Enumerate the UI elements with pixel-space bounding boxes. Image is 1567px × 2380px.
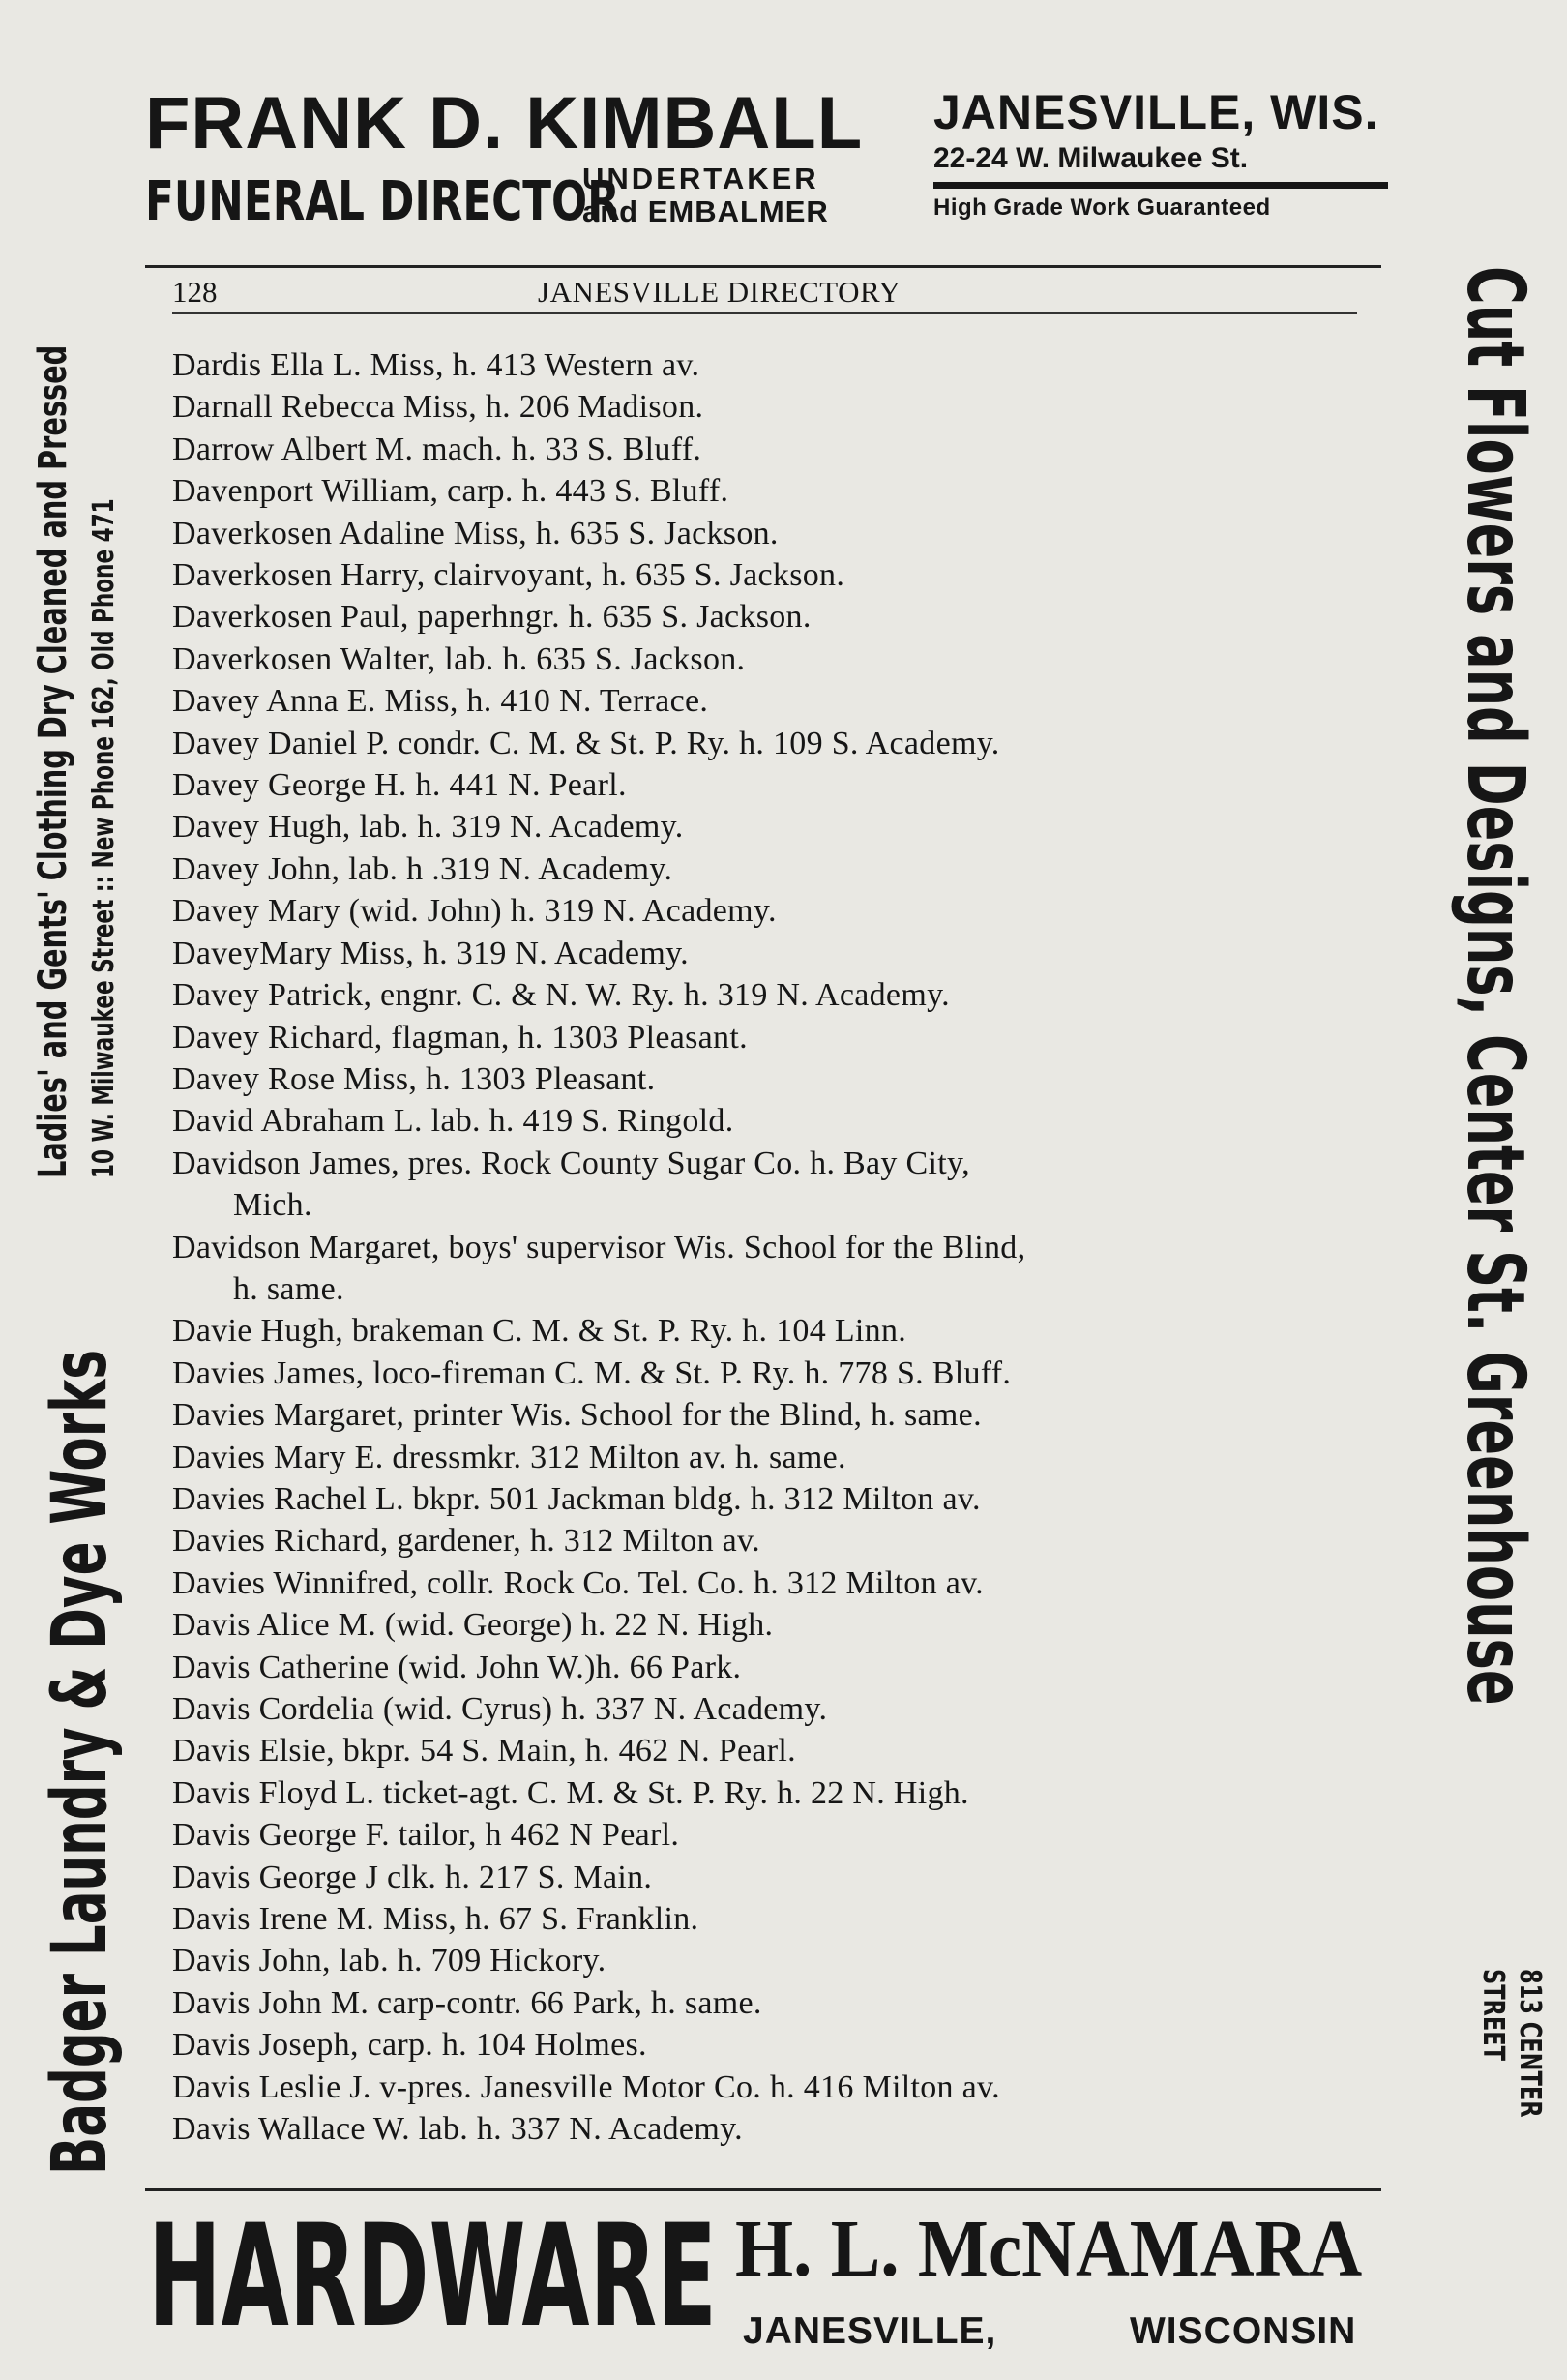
list-item: Davies Winnifred, collr. Rock Co. Tel. Co. h. 312 Milton av.	[172, 1564, 984, 1601]
top-divider	[145, 265, 1381, 268]
kimball-name: FRANK D. KIMBALL	[145, 82, 864, 164]
list-item: DaveyMary Miss, h. 319 N. Academy.	[172, 935, 689, 971]
list-item: Davis Cordelia (wid. Cyrus) h. 337 N. Academy.	[172, 1691, 828, 1727]
greenhouse-street-line1: 813 CENTER	[1513, 1969, 1547, 2118]
list-item: Davey Daniel P. condr. C. M. & St. P. Ry. h. 109 S. Academy.	[172, 725, 1000, 761]
header-rule	[172, 312, 1357, 314]
mcnamara-state: WISCONSIN	[1130, 2310, 1357, 2352]
kimball-service-undertaker: UNDERTAKER	[582, 162, 819, 195]
greenhouse-advertisement	[1383, 266, 1548, 2118]
list-item: Davey Patrick, engnr. C. & N. W. Ry. h. 319 N. Academy.	[172, 977, 950, 1014]
list-item: David Abraham L. lab. h. 419 S. Ringold.	[172, 1103, 734, 1140]
list-item: Davis George J clk. h. 217 S. Main.	[172, 1859, 653, 1895]
list-item: Davis Catherine (wid. John W.)h. 66 Park.	[172, 1649, 742, 1685]
list-item: Daverkosen Harry, clairvoyant, h. 635 S. Jackson.	[172, 557, 845, 594]
greenhouse-text: Cut Flowers and Designs, Center St. Greenhouse	[1449, 266, 1541, 1706]
list-item: Davis Elsie, bkpr. 54 S. Main, h. 462 N. Pearl.	[172, 1733, 796, 1770]
laundry-advertisement	[24, 279, 135, 2175]
list-item: Davies James, loco-fireman C. M. & St. P. Ry. h. 778 S. Bluff.	[172, 1354, 1012, 1391]
list-item: Davey Mary (wid. John) h. 319 N. Academy.	[172, 893, 777, 930]
kimball-tagline: High Grade Work Guaranteed	[933, 194, 1271, 221]
list-item: Davey Anna E. Miss, h. 410 N. Terrace.	[172, 683, 709, 720]
list-item: Davey Richard, flagman, h. 1303 Pleasant.	[172, 1019, 748, 1056]
laundry-name: Badger Laundry & Dye Works	[37, 1350, 124, 2175]
list-item: Davenport William, carp. h. 443 S. Bluff.	[172, 473, 729, 510]
list-item: Davies Richard, gardener, h. 312 Milton av.	[172, 1523, 760, 1560]
list-item: Davey Rose Miss, h. 1303 Pleasant.	[172, 1060, 656, 1097]
kimball-city: JANESVILLE, WIS.	[933, 85, 1379, 139]
mcnamara-name: H. L. McNAMARA	[735, 2204, 1363, 2294]
list-item-continuation: Mich.	[233, 1187, 312, 1224]
list-item: Davis George F. tailor, h 462 N Pearl.	[172, 1817, 680, 1854]
list-item: Davis Alice M. (wid. George) h. 22 N. High.	[172, 1607, 774, 1644]
list-item: Daverkosen Walter, lab. h. 635 S. Jackson.	[172, 640, 746, 677]
directory-entries	[172, 344, 1372, 2150]
list-item: Davis Floyd L. ticket-agt. C. M. & St. P. Ry. h. 22 N. High.	[172, 1774, 969, 1811]
running-head: JANESVILLE DIRECTORY	[538, 275, 902, 309]
list-item: Darnall Rebecca Miss, h. 206 Madison.	[172, 389, 704, 426]
list-item: Dardis Ella L. Miss, h. 413 Western av.	[172, 347, 700, 383]
list-item-continuation: h. same.	[233, 1270, 344, 1307]
kimball-address-block	[933, 85, 1388, 227]
laundry-address-phones: 10 W. Milwaukee Street :: New Phone 162, Old Phone 471	[87, 498, 121, 1178]
page-number: 128	[172, 275, 218, 309]
greenhouse-street-line2: STREET	[1476, 1969, 1510, 2061]
list-item: Davies Mary E. dressmkr. 312 Milton av. h. same.	[172, 1439, 846, 1475]
greenhouse-street	[1474, 1969, 1548, 2118]
laundry-service: Ladies' and Gents' Clothing Dry Cleaned and Pressed	[31, 344, 75, 1178]
list-item: Davies Rachel L. bkpr. 501 Jackman bldg. h. 312 Milton av.	[172, 1480, 981, 1517]
list-item: Davis John, lab. h. 709 Hickory.	[172, 1943, 606, 1979]
hardware-heading: HARDWARE	[148, 2194, 718, 2359]
mcnamara-city: JANESVILLE,	[743, 2310, 997, 2352]
list-item: Davis Leslie J. v-pres. Janesville Motor Co. h. 416 Milton av.	[172, 2068, 1000, 2105]
list-item: Davey George H. h. 441 N. Pearl.	[172, 767, 627, 804]
bottom-divider	[145, 2188, 1381, 2191]
list-item: Davidson James, pres. Rock County Sugar Co. h. Bay City,	[172, 1145, 970, 1181]
kimball-advertisement	[145, 82, 1388, 240]
list-item: Davis Wallace W. lab. h. 337 N. Academy.	[172, 2111, 743, 2148]
list-item: Davies Margaret, printer Wis. School for the Blind, h. same.	[172, 1397, 982, 1434]
list-item: Darrow Albert M. mach. h. 33 S. Bluff.	[172, 431, 702, 467]
list-item: Daverkosen Paul, paperhngr. h. 635 S. Jackson.	[172, 599, 812, 636]
list-item: Davidson Margaret, boys' supervisor Wis. School for the Blind,	[172, 1229, 1026, 1265]
kimball-address: 22-24 W. Milwaukee St.	[933, 139, 1388, 189]
list-item: Davis Joseph, carp. h. 104 Holmes.	[172, 2027, 647, 2064]
kimball-service-embalmer: and EMBALMER	[582, 194, 829, 228]
list-item: Davis Irene M. Miss, h. 67 S. Franklin.	[172, 1901, 699, 1938]
kimball-services	[582, 163, 829, 228]
list-item: Davey John, lab. h .319 N. Academy.	[172, 850, 673, 887]
list-item: Daverkosen Adaline Miss, h. 635 S. Jackson.	[172, 515, 779, 551]
list-item: Davis John M. carp-contr. 66 Park, h. same.	[172, 1984, 762, 2021]
kimball-title: FUNERAL DIRECTOR	[145, 170, 620, 233]
list-item: Davie Hugh, brakeman C. M. & St. P. Ry. h. 104 Linn.	[172, 1313, 907, 1350]
list-item: Davey Hugh, lab. h. 319 N. Academy.	[172, 809, 684, 846]
